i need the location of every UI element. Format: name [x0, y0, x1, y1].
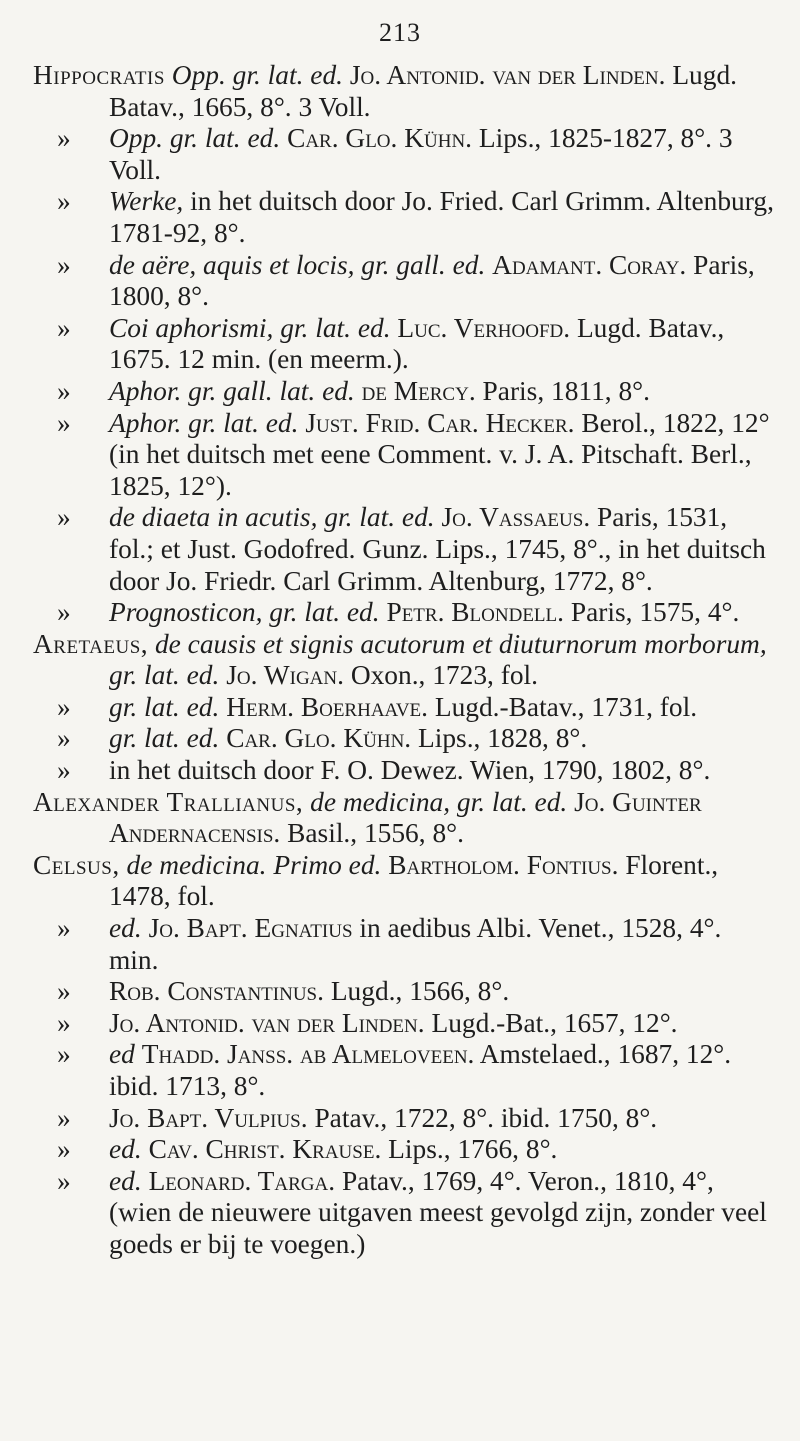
page-number: 213	[379, 18, 421, 47]
entry-lead: »	[57, 1165, 71, 1196]
entry-publication: Lugd. Batav., 1675. 12 min. (en meerm.).	[109, 312, 725, 375]
entry-lead: »	[57, 755, 71, 786]
entry-text	[33, 787, 775, 850]
bibliography-entry	[33, 976, 775, 1008]
bibliography-entry	[33, 1134, 775, 1166]
entry-lead: Alexander Trallianus,	[33, 786, 304, 817]
entry-text	[33, 1134, 775, 1166]
entry-lead: »	[57, 691, 71, 722]
entry-title: ed.	[109, 913, 142, 944]
bibliography-entry	[33, 123, 775, 186]
entry-publication: Paris, 1811, 8°.	[482, 375, 650, 406]
entry-lead: »	[57, 502, 71, 533]
bibliography-entry	[33, 1103, 775, 1135]
entry-publication: Patav., 1722, 8°. ibid. 1750, 8°.	[314, 1102, 658, 1133]
entry-text	[33, 408, 775, 503]
entry-publication: Lugd., 1566, 8°.	[330, 976, 510, 1007]
entry-editor: Herm. Boerhaave.	[226, 691, 428, 722]
entry-text	[33, 692, 775, 724]
entry-lead: »	[57, 723, 71, 754]
entry-title: Werke,	[109, 186, 184, 217]
entry-title: de medicina. Primo ed.	[126, 849, 382, 880]
bibliography-entry	[33, 787, 775, 850]
entry-text	[33, 913, 775, 976]
bibliography-entry	[33, 313, 775, 376]
entry-publication: in het duitsch door F. O. Dewez. Wien, 1790, 1802, 8°.	[109, 755, 711, 786]
entry-publication: Patav., 1769, 4°. Veron., 1810, 4°, (wien de nieuwere uitgaven meest gevolgd zijn, zonder veel goeds er bij te voegen.)	[109, 1165, 767, 1259]
entry-editor: Bartholom. Fontius.	[388, 849, 619, 880]
bibliography-list	[33, 60, 775, 1261]
entry-text	[33, 1166, 775, 1261]
entry-publication: Lips., 1766, 8°.	[388, 1134, 558, 1165]
bibliography-entry	[33, 913, 775, 976]
entry-publication: Lugd.-Bat., 1657, 12°.	[431, 1007, 678, 1038]
entry-lead: »	[57, 186, 71, 217]
entry-text	[33, 976, 775, 1008]
entry-title: Prognosticon, gr. lat. ed.	[109, 597, 380, 628]
entry-lead: Hippocratis	[33, 60, 165, 90]
entry-publication: in het duitsch door Jo. Fried. Carl Grimm. Altenburg, 1781-92, 8°.	[109, 186, 774, 248]
entry-text	[33, 60, 775, 123]
entry-publication: Lips., 1825-1827, 8°. 3 Voll.	[109, 123, 733, 185]
entry-text	[33, 186, 775, 249]
entry-text	[33, 376, 775, 408]
entry-editor: Car. Glo. Kühn.	[287, 123, 473, 154]
entry-lead: »	[57, 597, 71, 628]
entry-text	[33, 629, 775, 692]
entry-title: Coi aphorismi, gr. lat. ed.	[109, 312, 391, 343]
entry-lead: Aretaeus,	[33, 628, 149, 659]
entry-publication: Lugd.-Batav., 1731, fol.	[434, 691, 698, 722]
entry-publication: Lugd. Batav., 1665, 8°. 3 Voll.	[109, 60, 737, 122]
bibliography-entry	[33, 723, 775, 755]
entry-editor: Jo. Wigan.	[226, 660, 344, 691]
entry-lead: »	[57, 913, 71, 944]
entry-title: Opp. gr. lat. ed.	[109, 123, 281, 154]
entry-editor: Jo. Antonid. van der Linden.	[109, 1007, 425, 1038]
entry-publication: Paris, 1800, 8°.	[109, 249, 755, 312]
entry-publication: Florent., 1478, fol.	[109, 849, 719, 912]
bibliography-entry	[33, 692, 775, 724]
entry-title: de aëre, aquis et locis, gr. gall. ed.	[109, 249, 486, 280]
entry-lead: »	[57, 1102, 71, 1133]
entry-text	[33, 755, 775, 787]
entry-text	[33, 597, 775, 629]
entry-editor: Petr. Blondell.	[386, 597, 564, 628]
bibliography-entry	[33, 408, 775, 503]
entry-text	[33, 123, 775, 186]
entry-text	[33, 850, 775, 913]
entry-text	[33, 1008, 775, 1040]
entry-lead: »	[57, 1039, 71, 1070]
entry-lead: »	[57, 123, 71, 154]
entry-text	[33, 250, 775, 313]
entry-text	[33, 1039, 775, 1102]
entry-publication: Basil., 1556, 8°.	[287, 818, 464, 849]
entry-title: Opp. gr. lat. ed.	[171, 60, 343, 90]
entry-lead: »	[57, 249, 71, 280]
bibliography-entry	[33, 1039, 775, 1102]
bibliography-entry	[33, 60, 775, 123]
entry-editor: Leonard. Targa.	[148, 1165, 336, 1196]
bibliography-entry	[33, 376, 775, 408]
entry-editor: Jo. Antonid. van der Linden.	[349, 60, 666, 90]
entry-publication: Berol., 1822, 12° (in het duitsch met eene Comment. v. J. A. Pitschaft. Berl., 1825, 12°).	[109, 407, 770, 501]
entry-text	[33, 723, 775, 755]
entry-editor: Jo. Bapt. Egnatius	[148, 913, 353, 944]
entry-lead: »	[57, 312, 71, 343]
entry-editor: Jo. Vassaeus.	[441, 502, 591, 533]
entry-publication: in aedibus Albi. Venet., 1528, 4°. min.	[109, 913, 722, 975]
entry-title: gr. lat. ed.	[109, 723, 220, 754]
entry-editor: Jo. Bapt. Vulpius.	[109, 1102, 308, 1133]
entry-title: ed.	[109, 1165, 142, 1196]
entry-lead: »	[57, 375, 71, 406]
bibliography-entry	[33, 502, 775, 597]
entry-title: gr. lat. ed.	[109, 691, 220, 722]
entry-lead: Celsus,	[33, 849, 120, 880]
entry-title: ed	[109, 1039, 135, 1070]
entry-editor: Luc. Verhoofd.	[397, 312, 571, 343]
entry-text	[33, 1103, 775, 1135]
entry-text	[33, 313, 775, 376]
entry-editor: Just. Frid. Car. Hecker.	[305, 407, 575, 438]
bibliography-entry	[33, 186, 775, 249]
entry-editor: de Mercy.	[361, 375, 476, 406]
entry-publication: Paris, 1531, fol.; et Just. Godofred. Gunz. Lips., 1745, 8°., in het duitsch door Jo. Friedr. Carl Grimm. Altenburg, 1772, 8°.	[109, 502, 766, 596]
entry-publication: Amstelaed., 1687, 12°. ibid. 1713, 8°.	[109, 1039, 732, 1101]
bibliography-entry	[33, 850, 775, 913]
entry-title: ed.	[109, 1134, 142, 1165]
bibliography-entry	[33, 250, 775, 313]
entry-publication: Paris, 1575, 4°.	[570, 597, 740, 628]
entry-title: Aphor. gr. lat. ed.	[109, 407, 299, 438]
entry-title: de medicina, gr. lat. ed.	[310, 786, 568, 817]
entry-text	[33, 502, 775, 597]
entry-editor: Rob. Constantinus.	[109, 976, 324, 1007]
entry-lead: »	[57, 407, 71, 438]
entry-lead: »	[57, 1007, 71, 1038]
entry-editor: Car. Glo. Kühn.	[226, 723, 412, 754]
entry-editor: Jo. Guinter Andernacensis.	[109, 786, 702, 849]
entry-publication: Oxon., 1723, fol.	[350, 660, 538, 691]
entry-lead: »	[57, 1134, 71, 1165]
bibliography-entry	[33, 1008, 775, 1040]
entry-editor: Adamant. Coray.	[492, 249, 687, 280]
bibliography-entry	[33, 629, 775, 692]
bibliography-entry	[33, 597, 775, 629]
entry-lead: »	[57, 976, 71, 1007]
entry-title: Aphor. gr. gall. lat. ed.	[109, 375, 355, 406]
entry-title: de causis et signis acutorum et diuturnorum morborum, gr. lat. ed.	[109, 628, 767, 691]
entry-publication: Lips., 1828, 8°.	[418, 723, 588, 754]
entry-title: de diaeta in acutis, gr. lat. ed.	[109, 502, 435, 533]
bibliography-entry	[33, 1166, 775, 1261]
bibliography-entry	[33, 755, 775, 787]
entry-editor: Cav. Christ. Krause.	[148, 1134, 382, 1165]
entry-editor: Thadd. Janss. ab Almeloveen.	[141, 1039, 475, 1070]
